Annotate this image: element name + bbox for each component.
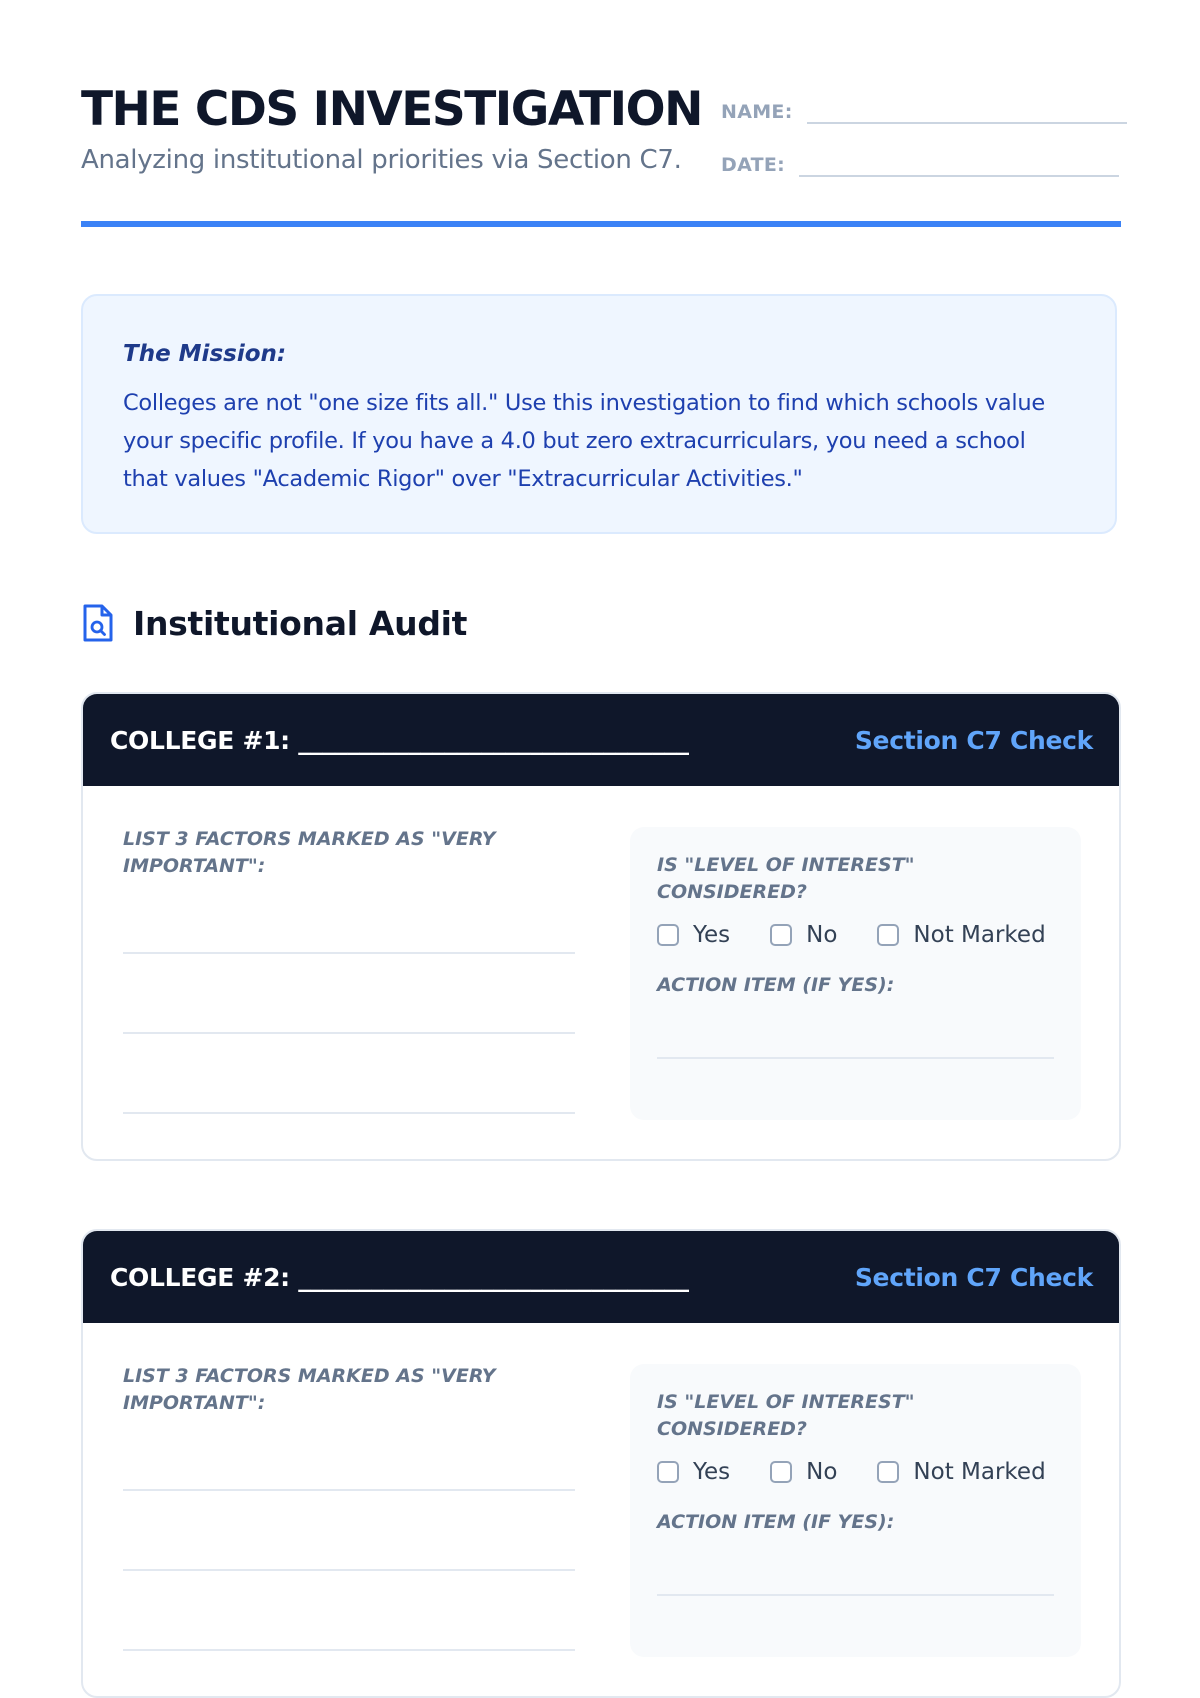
interest-options [657, 922, 1054, 948]
interest-panel [630, 1364, 1081, 1657]
worksheet-header [81, 0, 1121, 229]
no-checkbox[interactable] [770, 1461, 792, 1483]
college-card-body [83, 1323, 1119, 1698]
factor-line-2[interactable] [123, 1032, 575, 1034]
college-card-2 [81, 1229, 1121, 1698]
name-blank-line[interactable] [807, 92, 1127, 124]
yes-checkbox[interactable] [657, 1461, 679, 1483]
option-not-marked[interactable] [877, 922, 1045, 948]
option-label: Yes [693, 1459, 731, 1485]
college-card-header [83, 694, 1119, 786]
factors-block [123, 826, 575, 880]
option-no[interactable] [770, 1459, 837, 1485]
page-title: THE CDS INVESTIGATION [81, 82, 702, 137]
factors-label: LIST 3 FACTORS MARKED AS "VERY IMPORTANT": [123, 828, 496, 877]
mission-heading: The Mission: [123, 341, 287, 367]
college-card-body [83, 786, 1119, 1161]
name-field [721, 92, 1127, 124]
section-check-label: Section C7 Check [854, 725, 1093, 755]
factor-line-3[interactable] [123, 1649, 575, 1651]
option-yes[interactable] [657, 922, 730, 948]
factor-line-3[interactable] [123, 1112, 575, 1114]
college-title: COLLEGE #2: ________________________________ [110, 1262, 689, 1292]
action-item-label: ACTION ITEM (IF YES): [657, 974, 895, 996]
college-card-header [83, 1231, 1119, 1323]
option-label: Not Marked [913, 922, 1046, 948]
section-title: Institutional Audit [133, 603, 468, 643]
option-label: Not Marked [913, 1459, 1046, 1485]
college-card-1 [81, 692, 1121, 1161]
mission-box [81, 294, 1117, 534]
action-item-line[interactable] [657, 1594, 1054, 1596]
factors-block [123, 1363, 575, 1417]
option-label: No [806, 922, 838, 948]
date-field [721, 145, 1119, 177]
factors-label: LIST 3 FACTORS MARKED AS "VERY IMPORTANT": [123, 1365, 496, 1414]
page-subtitle: Analyzing institutional priorities via Section C7. [81, 145, 682, 175]
factor-line-2[interactable] [123, 1569, 575, 1571]
factor-line-1[interactable] [123, 1489, 575, 1491]
yes-checkbox[interactable] [657, 924, 679, 946]
document-search-icon [81, 603, 115, 643]
name-label: NAME: [721, 101, 793, 123]
option-not-marked[interactable] [877, 1459, 1045, 1485]
option-label: No [806, 1459, 838, 1485]
mission-text: Colleges are not "one size fits all." Use this investigation to find which schools value your specific profile. If you have a 4.0 but zero extracurriculars, you need a school that values "Academic Rigor" over "Extracurricular Activities." [123, 390, 1045, 492]
action-item-line[interactable] [657, 1057, 1054, 1059]
interest-label: IS "LEVEL OF INTEREST" CONSIDERED? [657, 1391, 915, 1440]
date-blank-line[interactable] [799, 145, 1119, 177]
no-checkbox[interactable] [770, 924, 792, 946]
section-check-label: Section C7 Check [854, 1262, 1093, 1292]
date-label: DATE: [721, 154, 786, 176]
college-title: COLLEGE #1: ________________________________ [110, 725, 689, 755]
interest-options [657, 1459, 1054, 1485]
option-no[interactable] [770, 922, 837, 948]
not-marked-checkbox[interactable] [877, 1461, 899, 1483]
interest-panel [630, 827, 1081, 1120]
interest-label: IS "LEVEL OF INTEREST" CONSIDERED? [657, 854, 915, 903]
option-yes[interactable] [657, 1459, 730, 1485]
option-label: Yes [693, 922, 731, 948]
action-item-label: ACTION ITEM (IF YES): [657, 1511, 895, 1533]
header-divider [81, 221, 1121, 227]
section-heading [81, 603, 467, 643]
factor-line-1[interactable] [123, 952, 575, 954]
not-marked-checkbox[interactable] [877, 924, 899, 946]
worksheet-page [81, 0, 1121, 1533]
